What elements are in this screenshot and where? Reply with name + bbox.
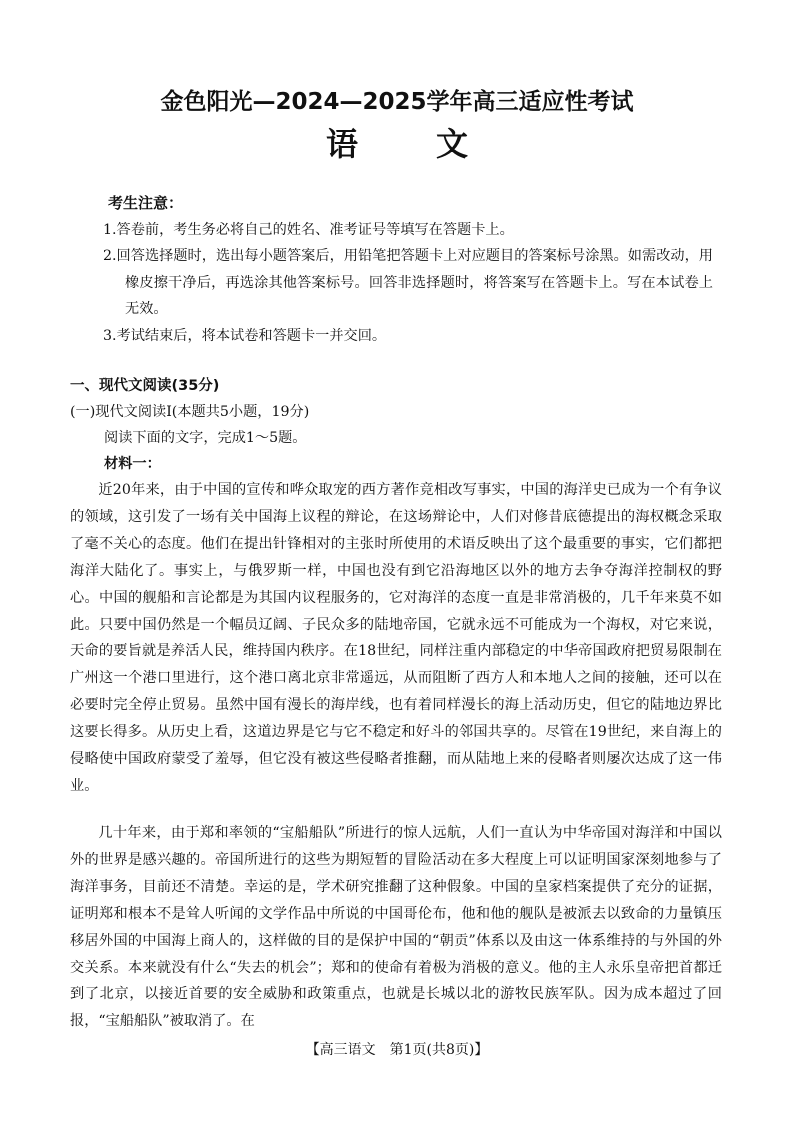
subject-char-1: 语 <box>325 125 358 163</box>
notice-item-2: 2.回答选择题时，选出每小题答案后，用铅笔把答题卡上对应题目的答案标号涂黑。如需改动，用橡皮擦干净后，再选涂其他答案标号。回答非选择题时，将答案写在答题卡上。写在本试卷上无效。 <box>103 248 713 317</box>
material-paragraph-2 <box>70 820 722 1035</box>
exam-title: 金色阳光—2024—2025学年高三适应性考试 <box>160 89 634 115</box>
reading-instruction: 阅读下面的文字，完成1～5题。 <box>104 430 307 446</box>
page-footer: 【高三语文 第1页(共8页)】 <box>305 1042 489 1058</box>
notice-item-3: 3.考试结束后，将本试卷和答题卡一并交回。 <box>103 327 387 344</box>
paragraph-text: 近20年来，由于中国的宣传和哗众取宠的西方著作竞相改写事实，中国的海洋史已成为一个有争议的领域，这引发了一场有关中国海上议程的辩论，在这场辩论中，人们对修昔底德提出的海权概念采取了毫不关心的态度。他们在提出针锋相对的主张时所使用的术语反映出了这个最重要的事实，它们都把海洋大陆化了。事实上，与俄罗斯一样，中国也没有到它沿海地区以外的地方去争夺海洋控制权的野心。中国的舰船和言论都是为其国内议程服务的，它对海洋的态度一直是非常消极的，几千年来莫不如此。只要中国仍然是一个幅员辽阔、子民众多的陆地帝国，它就永远不可能成为一个海权，对它来说，天命的要旨就是养活人民，维持国内秩序。在18世纪，同样注重内部稳定的中华帝国政府把贸易限制在广州这一个港口里进行，这个港口离北京非常遥远，从而阻断了西方人和本地人之间的接触，还可以在必要时完全停止贸易。虽然中国有漫长的海岸线，也有着同样漫长的海上活动历史，但它的陆地边界比这要长得多。从历史上看，这道边界是它与它不稳定和好斗的邻国共享的。尽管在19世纪，来自海上的侵略使中国政府蒙受了羞辱，但它没有被这些侵略者推翻，而从陆地上来的侵略者则屡次达成了这一伟业。 <box>70 482 722 794</box>
candidate-notice <box>103 190 713 349</box>
subsection-heading: (一)现代文阅读Ⅰ(本题共5小题，19分) <box>70 404 310 420</box>
material-label: 材料一： <box>104 456 161 472</box>
notice-item-1: 1.答卷前，考生务必将自己的姓名、准考证号等填写在答题卡上。 <box>103 221 514 238</box>
notice-heading: 考生注意： <box>108 194 184 212</box>
section-heading: 一、现代文阅读(35分) <box>70 378 220 394</box>
subject-title <box>0 124 794 164</box>
paragraph-text: 几十年来，由于郑和率领的“宝船船队”所进行的惊人远航，人们一直认为中华帝国对海洋和中国以外的世界是感兴趣的。帝国所进行的这些为期短暂的冒险活动在多大程度上可以证明国家深刻地参与了海洋事务，目前还不清楚。幸运的是，学术研究推翻了这种假象。中国的皇家档案提供了充分的证据，证明郑和根本不是耸人听闻的文学作品中所说的中国哥伦布，他和他的舰队是被派去以致命的力量镇压移居外国的中国海上商人的，这样做的目的是保护中国的“朝贡”体系以及由这一体系维持的与外国的外交关系。本来就没有什么“失去的机会”；郑和的使命有着极为消极的意义。他的主人永乐皇帝把首都迁到了北京，以接近首要的安全威胁和政策重点，也就是长城以北的游牧民族军队。因为成本超过了回报，“宝船船队”被取消了。在 <box>70 825 722 1030</box>
subject-char-2: 文 <box>436 125 469 163</box>
material-paragraph-1 <box>70 477 722 800</box>
